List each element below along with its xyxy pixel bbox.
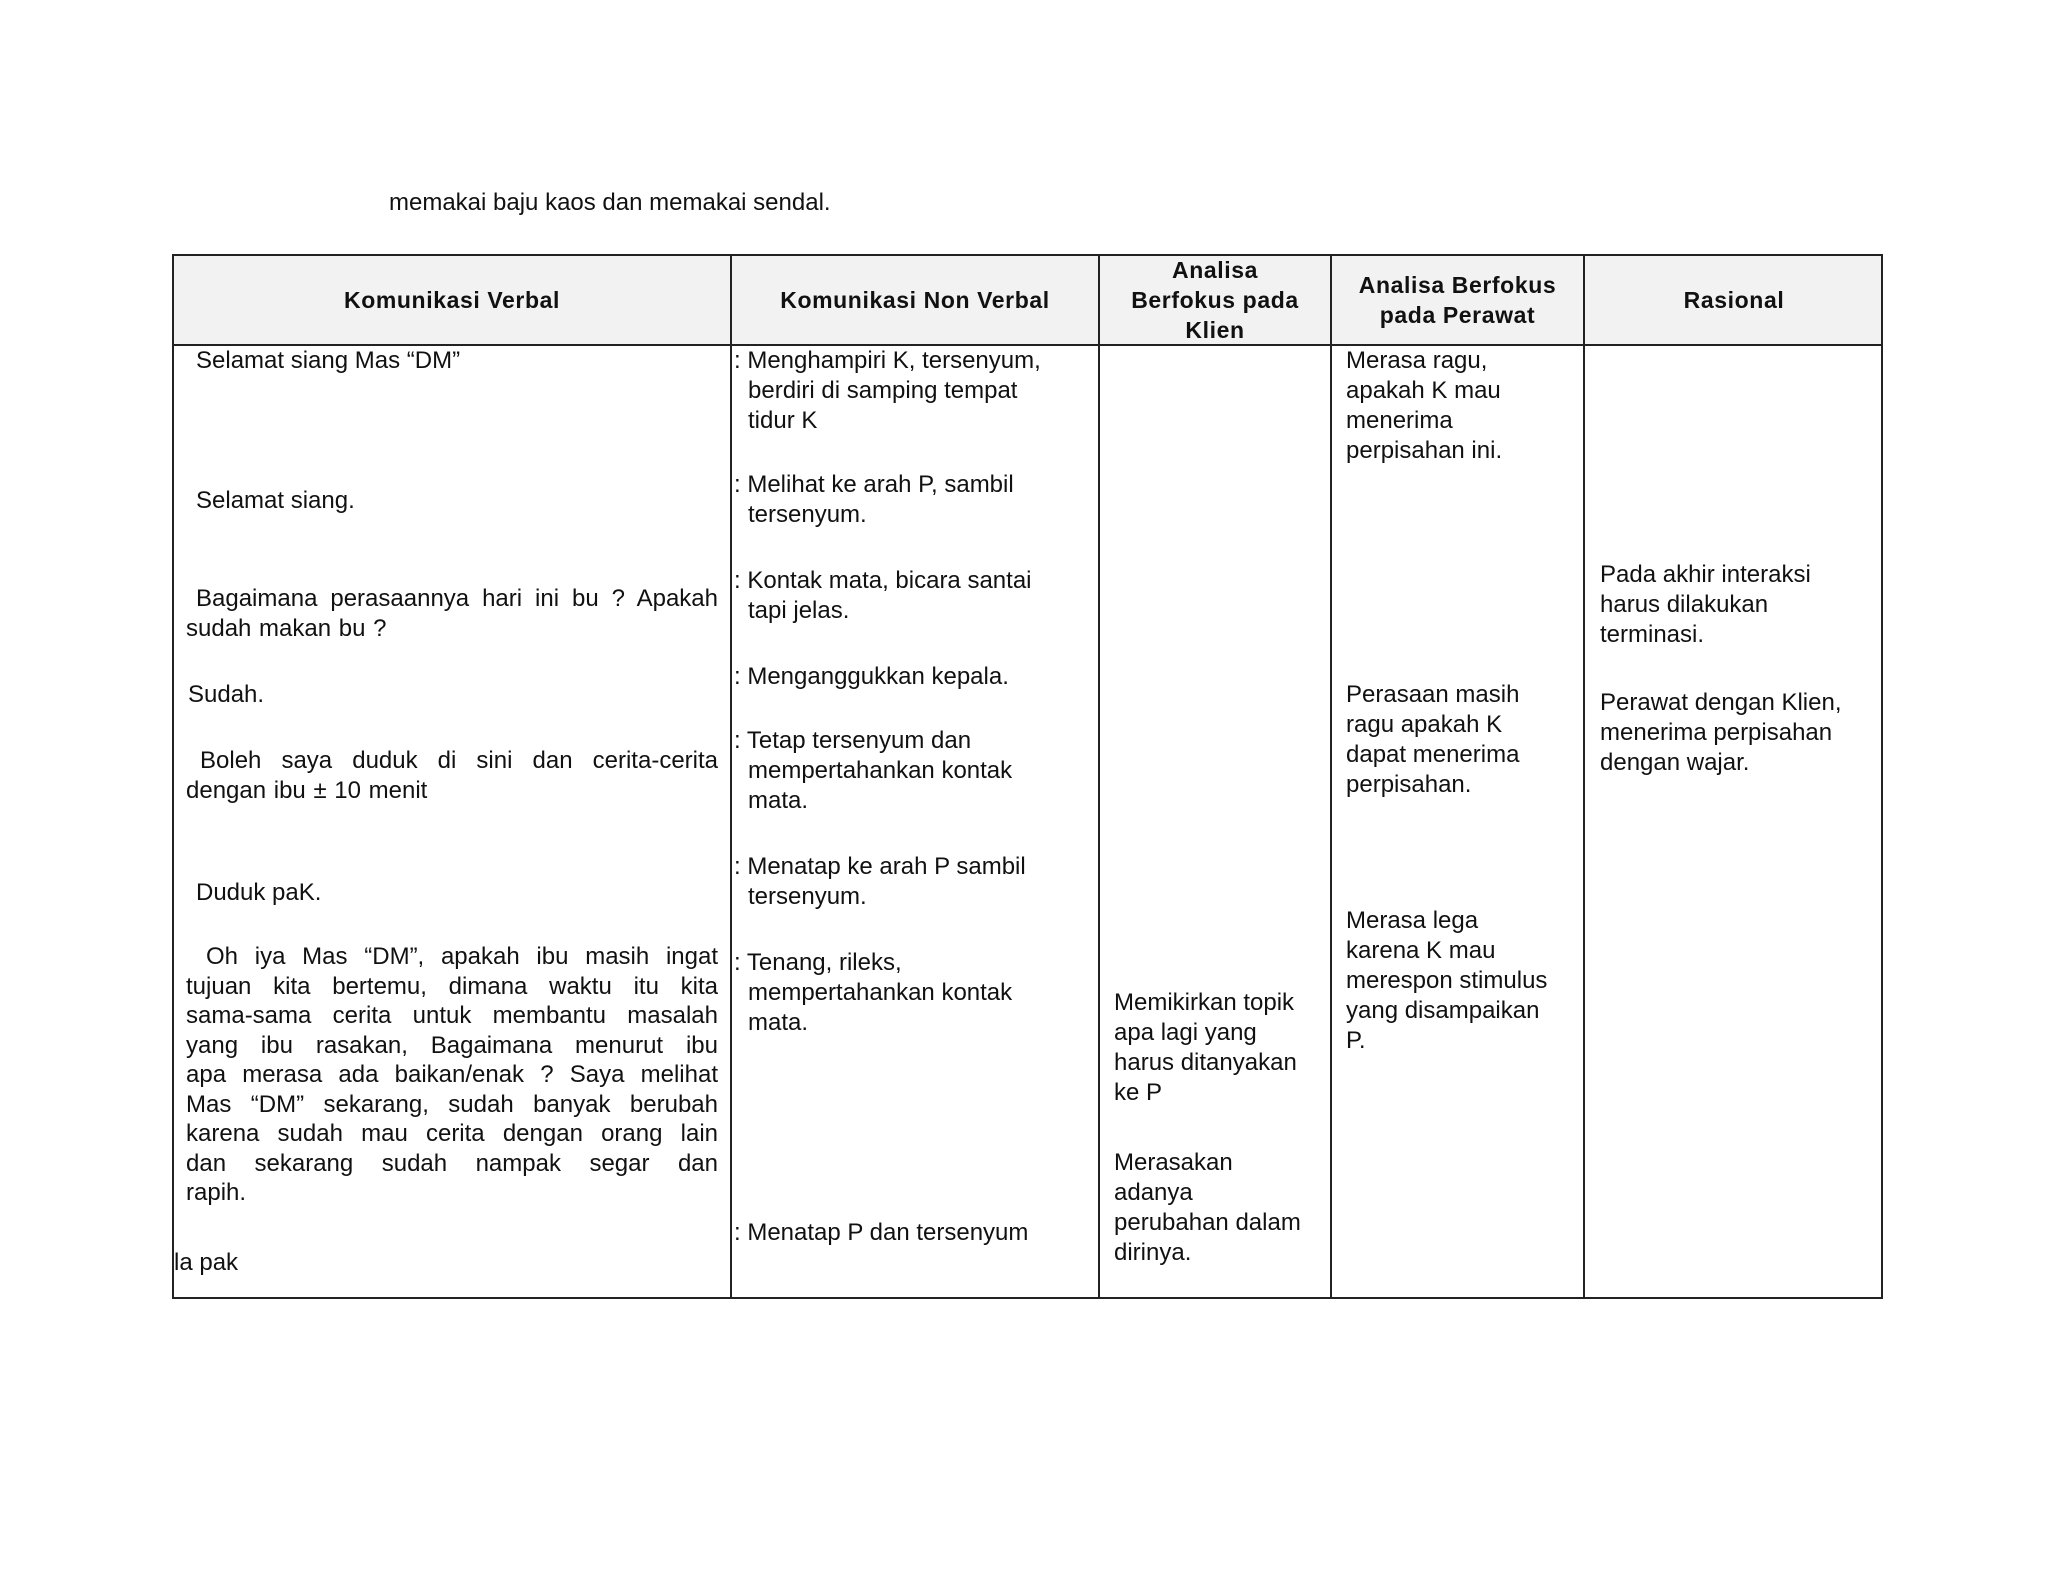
nonverbal-1 — [734, 346, 1041, 436]
text-line: : Tetap tersenyum dan — [734, 727, 972, 754]
header-line: pada Perawat — [1379, 302, 1536, 328]
text-line: Memikirkan topik — [1114, 989, 1295, 1016]
text-line: terminasi. — [1600, 621, 1705, 648]
text-line: menerima — [1346, 407, 1453, 434]
nonverbal-6 — [734, 852, 1026, 912]
text-line: dapat menerima — [1346, 741, 1520, 768]
text-line: : Menatap ke arah P sambil — [734, 853, 1026, 880]
text-line: mempertahankan kontak — [748, 979, 1013, 1006]
text-line: adanya — [1114, 1179, 1193, 1206]
text-line: harus ditanyakan — [1114, 1049, 1297, 1076]
header-line: Klien — [1185, 317, 1245, 343]
text-line: yang ibu rasakan, Bagaimana menurut ibu — [186, 1031, 718, 1059]
text-line: P. — [1346, 1027, 1366, 1054]
text-line: yang disampaikan — [1346, 997, 1540, 1024]
text-line: : Kontak mata, bicara santai — [734, 567, 1032, 594]
text-line: dengan wajar. — [1600, 749, 1750, 776]
text-line: karena sudah mau cerita dengan orang lain — [186, 1120, 718, 1147]
text-line: Pada akhir interaksi — [1600, 561, 1811, 588]
text-line: apakah K mau — [1346, 377, 1501, 404]
text-line: tersenyum. — [748, 501, 867, 528]
header-analisa-klien — [1100, 256, 1330, 344]
text-line: Merasa lega — [1346, 907, 1479, 934]
text-line: dan sekarang sudah nampak segar dan — [186, 1149, 718, 1177]
header-rasional: Rasional — [1683, 287, 1785, 313]
text-line: apa merasa ada baikan/enak ? Saya melihat — [186, 1061, 718, 1088]
text-line: rapih. — [186, 1179, 247, 1206]
text-line: Bagaimana perasaannya hari ini bu ? Apakah — [196, 585, 718, 612]
text-line: tujuan kita bertemu, dimana waktu itu kita — [186, 972, 718, 1000]
text-line: Merasa ragu, — [1346, 347, 1488, 374]
text-line: harus dilakukan — [1600, 591, 1769, 618]
nonverbal-5 — [734, 726, 1012, 816]
verbal-closing: la pak — [174, 1249, 239, 1276]
nonverbal-3 — [734, 566, 1032, 626]
communication-table — [172, 254, 1883, 1299]
text-line: merespon stimulus — [1346, 967, 1548, 994]
verbal-answer: Sudah. — [188, 681, 265, 708]
text-line: tidur K — [748, 407, 818, 434]
text-line: karena K mau — [1346, 937, 1496, 964]
verbal-question — [186, 584, 718, 643]
perawat-analysis-3 — [1346, 906, 1547, 1056]
text-line: perpisahan. — [1346, 771, 1472, 798]
text-line: Perawat dengan Klien, — [1600, 689, 1842, 716]
text-line: : Melihat ke arah P, sambil — [734, 471, 1014, 498]
perawat-analysis-1 — [1346, 346, 1502, 466]
verbal-invite: Duduk paK. — [196, 879, 322, 906]
nonverbal-8 — [734, 1218, 1028, 1248]
intro-text: memakai baju kaos dan memakai sendal. — [389, 189, 831, 216]
verbal-paragraph — [186, 942, 718, 1208]
text-line: Perasaan masih — [1346, 681, 1520, 708]
text-line: mata. — [748, 787, 809, 814]
nonverbal-2 — [734, 470, 1014, 530]
text-line: dirinya. — [1114, 1239, 1192, 1266]
verbal-reply: Selamat siang. — [196, 487, 355, 514]
text-line: mempertahankan kontak — [748, 757, 1013, 784]
header-line: Analisa Berfokus — [1358, 272, 1557, 298]
klien-analysis-2 — [1114, 1148, 1301, 1268]
text-line: berdiri di samping tempat — [748, 377, 1018, 404]
perawat-analysis-2 — [1346, 680, 1519, 800]
text-line: : Tenang, rileks, — [734, 949, 902, 976]
verbal-greeting: Selamat siang Mas “DM” — [196, 347, 461, 374]
text-line: sama-sama cerita untuk membantu masalah — [186, 1002, 718, 1029]
text-line: mata. — [748, 1009, 809, 1036]
text-line: Boleh saya duduk di sini dan cerita-cerita — [200, 747, 718, 774]
rasional-1 — [1600, 560, 1811, 650]
column-divider — [1098, 256, 1100, 1297]
header-komunikasi-verbal: Komunikasi Verbal — [344, 287, 560, 313]
text-line: menerima perpisahan — [1600, 719, 1833, 746]
text-line: tersenyum. — [748, 883, 867, 910]
text-line: ragu apakah K — [1346, 711, 1503, 738]
verbal-request — [186, 746, 718, 805]
nonverbal-7 — [734, 948, 1012, 1038]
text-line: : Menganggukkan kepala. — [734, 663, 1009, 690]
text-line: : Menatap P dan tersenyum — [734, 1219, 1029, 1246]
klien-analysis-1 — [1114, 988, 1297, 1108]
nonverbal-4 — [734, 662, 1009, 692]
header-line: Analisa — [1171, 257, 1258, 283]
text-line: ke P — [1114, 1079, 1163, 1106]
text-line: perpisahan ini. — [1346, 437, 1503, 464]
header-analisa-perawat — [1332, 256, 1583, 344]
text-line: Merasakan — [1114, 1149, 1233, 1176]
text-line: Oh iya Mas “DM”, apakah ibu masih ingat — [206, 943, 718, 970]
text-line: Mas “DM” sekarang, sudah banyak berubah — [186, 1090, 718, 1118]
text-line: apa lagi yang — [1114, 1019, 1257, 1046]
header-line: Berfokus pada — [1131, 287, 1299, 313]
text-line: sudah makan bu ? — [186, 614, 387, 642]
column-divider — [1330, 256, 1332, 1297]
text-line: dengan ibu ± 10 menit — [186, 776, 428, 804]
column-divider — [1583, 256, 1585, 1297]
header-komunikasi-non-verbal: Komunikasi Non Verbal — [780, 287, 1050, 313]
text-line: : Menghampiri K, tersenyum, — [734, 347, 1041, 374]
column-divider — [730, 256, 732, 1297]
rasional-2 — [1600, 688, 1842, 778]
text-line: tapi jelas. — [748, 597, 850, 624]
text-line: perubahan dalam — [1114, 1209, 1301, 1236]
